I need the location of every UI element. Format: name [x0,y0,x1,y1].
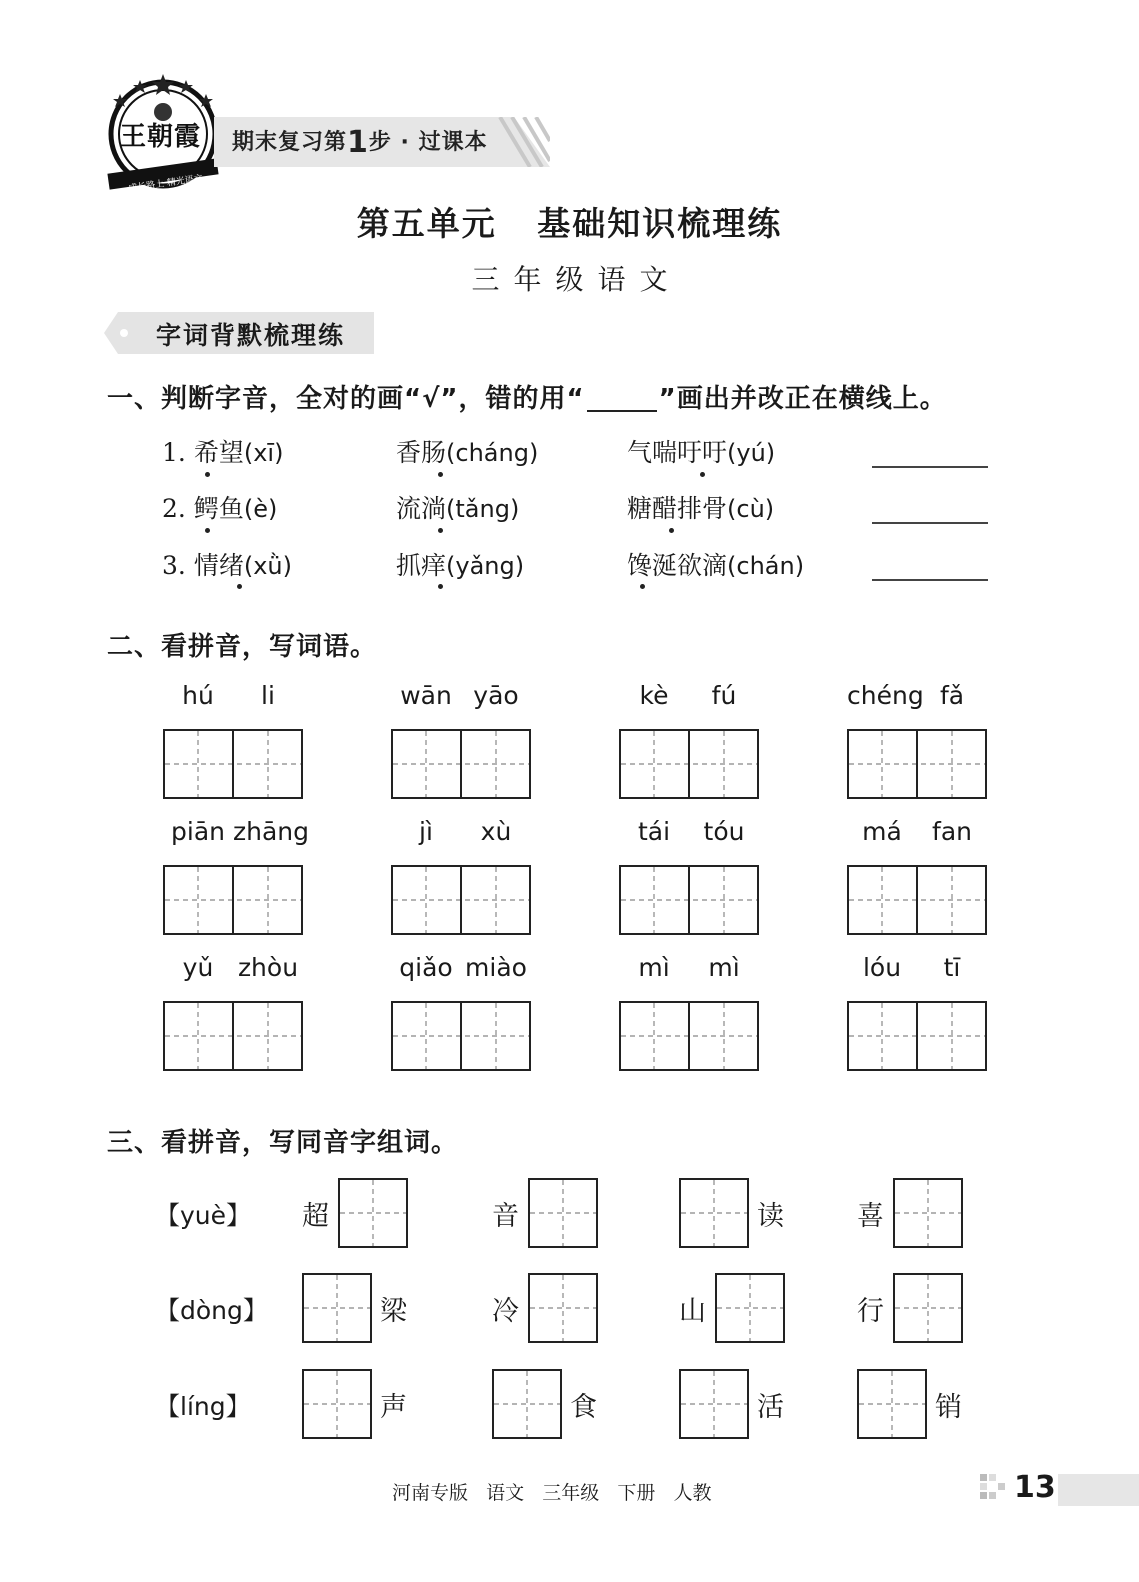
q2-pinyin [389,953,533,982]
q3-writing-grid[interactable] [679,1369,749,1439]
q3-writing-grid[interactable] [715,1273,785,1343]
q3-given-char: 梁 [380,1296,407,1327]
emphasis-dot [640,584,645,589]
q3-writing-grid[interactable] [528,1178,598,1248]
q1-item-word: 希望 [193,438,244,467]
emphasis-dot [438,472,443,477]
q2-pinyin-syllable: fan [932,817,972,846]
q3-writing-grid[interactable] [492,1369,562,1439]
q1-item [627,546,804,582]
q3-given-char: 超 [302,1201,329,1232]
q2-pinyin-syllable: miào [465,953,527,982]
q1-item [162,489,277,525]
q1-answer-line[interactable] [872,466,988,468]
q2-writing-grid[interactable] [391,865,531,935]
q1-item-word: 抓痒 [396,551,447,580]
q1-item-pinyin: (yú) [727,439,776,467]
q2-pinyin-syllable: qiǎo [399,953,453,982]
q2-pinyin-syllable: fú [711,681,737,710]
q1-item [396,433,538,469]
q1-item-number: 3. [162,551,194,580]
q2-pinyin-syllable: mì [708,953,740,982]
q2-pinyin-syllable: zhāng [233,817,310,846]
q2-pinyin-syllable: hú [182,681,214,710]
q2-pinyin-syllable: lóu [862,953,902,982]
q3-writing-grid[interactable] [893,1178,963,1248]
page-title: 第五单元 基础知识梳理练 [356,204,783,243]
q1-item-pinyin: (è) [243,495,278,523]
q2-pinyin-syllable: chéng [847,681,924,710]
q1-answer-line[interactable] [872,579,988,581]
q2-pinyin [617,817,761,846]
q1-item [396,546,524,582]
q3-writing-grid[interactable] [857,1369,927,1439]
q1-item [627,489,774,525]
q2-pinyin [845,953,989,982]
q1-answer-line[interactable] [872,522,988,524]
q3-writing-grid[interactable] [338,1178,408,1248]
page-number-background [980,1474,1139,1506]
q2-writing-grid[interactable] [847,1001,987,1071]
q1-heading: 一、判断字音，全对的画“√”，错的用“ ”画出并改正在横线上。 [107,384,947,414]
q3-pinyin-label: 【líng】 [155,1392,251,1421]
q2-heading: 二、看拼音，写词语。 [107,632,378,662]
q2-writing-grid[interactable] [619,865,759,935]
emphasis-dot [669,528,674,533]
q3-given-char: 活 [757,1392,784,1423]
brand-logo-slogan: 成长路上 精光语文 [127,173,204,195]
q1-item-number: 1. [162,438,194,467]
q2-pinyin-syllable: piān [171,817,225,846]
q2-pinyin [389,681,533,710]
page-subtitle: 三年级语文 [471,263,682,296]
q3-given-char: 山 [679,1296,706,1327]
q1-item-pinyin: (cháng) [446,439,539,467]
q2-pinyin [617,953,761,982]
footer-info: 河南专版 语文 三年级 下册 人教 [392,1482,712,1504]
q1-item-word: 香肠 [396,438,447,467]
q2-pinyin-syllable: tái [637,817,671,846]
q1-item-word: 馋涎欲滴 [627,551,728,580]
q2-pinyin-syllable: tī [943,953,961,982]
q1-item-word: 鳄鱼 [193,494,244,523]
q2-writing-grid[interactable] [391,1001,531,1071]
q2-pinyin-syllable: kè [639,681,669,710]
q1-item-word: 流淌 [396,494,447,523]
q3-given-char: 食 [570,1392,597,1423]
q3-given-char: 喜 [857,1201,884,1232]
q1-item [627,433,775,469]
section-tag-label: 字词背默梳理练 [156,321,346,350]
q2-pinyin [161,681,305,710]
q1-item-word: 糖醋排骨 [627,494,728,523]
q2-pinyin-syllable: mì [638,953,670,982]
q1-item-number: 2. [162,494,194,523]
q2-pinyin-syllable: zhòu [237,953,299,982]
q2-pinyin-syllable: má [862,817,902,846]
q2-writing-grid[interactable] [847,729,987,799]
q3-writing-grid[interactable] [679,1178,749,1248]
q2-pinyin [845,817,989,846]
banner-text: 期末复习第1步 · 过课本 [232,125,488,160]
q2-writing-grid[interactable] [391,729,531,799]
q3-pinyin-label: 【yuè】 [155,1201,252,1230]
q3-given-char: 行 [857,1296,884,1327]
q3-given-char: 冷 [492,1296,519,1327]
q1-item-pinyin: (xī) [243,439,284,467]
q2-pinyin-syllable: yāo [473,681,519,710]
emphasis-dot [205,472,210,477]
q3-given-char: 读 [757,1201,784,1232]
q3-writing-grid[interactable] [528,1273,598,1343]
q2-pinyin-syllable: yǔ [182,953,214,982]
q1-item [162,433,283,469]
q2-pinyin [845,681,989,710]
brand-logo-name: 王朝霞 [120,122,202,152]
q2-writing-grid[interactable] [619,729,759,799]
q2-pinyin-syllable: fǎ [939,681,965,710]
q2-writing-grid[interactable] [163,865,303,935]
q2-pinyin-syllable: jì [419,817,433,846]
q2-pinyin [161,817,310,846]
q1-item-pinyin: (yǎng) [446,552,525,580]
q3-writing-grid[interactable] [302,1369,372,1439]
emphasis-dot [438,584,443,589]
page-number: 13 [1014,1470,1056,1505]
q2-writing-grid[interactable] [619,1001,759,1071]
q1-item-word: 气喘吁吁 [627,438,728,467]
q2-pinyin [161,953,305,982]
emphasis-dot [700,472,705,477]
q1-heading-blank [587,388,657,412]
q3-pinyin-label: 【dòng】 [155,1296,268,1325]
q1-item-pinyin: (tǎng) [446,495,520,523]
q1-item-pinyin: (cù) [727,495,775,523]
q3-given-char: 声 [380,1392,407,1423]
q3-writing-grid[interactable] [893,1273,963,1343]
q2-writing-grid[interactable] [163,729,303,799]
q1-item-pinyin: (xǜ) [243,552,292,580]
emphasis-dot [438,528,443,533]
q1-item [396,489,519,525]
q2-pinyin-syllable: li [261,681,275,710]
emphasis-dot [205,528,210,533]
q2-pinyin-syllable: wān [400,681,452,710]
q2-pinyin-syllable: xù [480,817,512,846]
q3-given-char: 音 [492,1201,519,1232]
q3-given-char: 销 [935,1392,962,1423]
q3-heading: 三、看拼音，写同音字组词。 [107,1128,459,1158]
q1-item-pinyin: (chán) [727,552,805,580]
q2-pinyin [389,817,533,846]
q2-writing-grid[interactable] [847,865,987,935]
q2-pinyin [617,681,761,710]
q1-item [162,546,292,582]
q2-writing-grid[interactable] [163,1001,303,1071]
q1-item-word: 情绪 [193,551,244,580]
emphasis-dot [237,584,242,589]
q3-writing-grid[interactable] [302,1273,372,1343]
q2-pinyin-syllable: tóu [703,817,745,846]
